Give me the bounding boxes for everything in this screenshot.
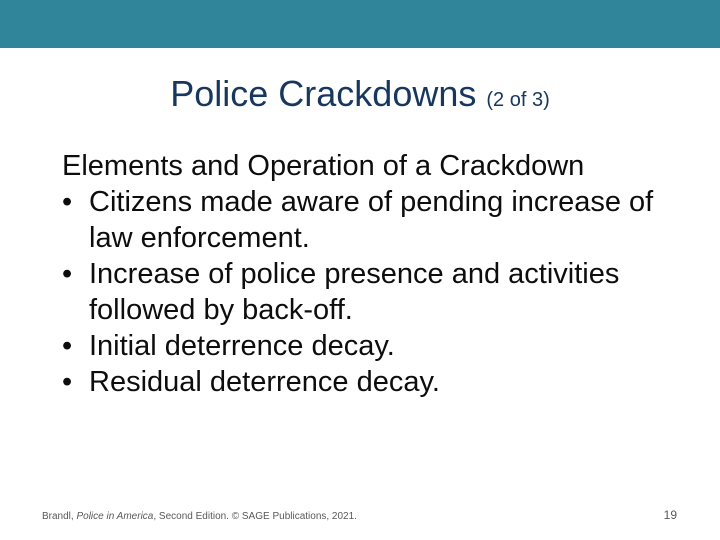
bullet-item (62, 256, 702, 328)
body-lead-line: Elements and Operation of a Crackdown (62, 150, 585, 182)
top-color-band (0, 0, 720, 48)
bullet-list (62, 184, 702, 400)
bullet-text: Citizens made aware of pending increase of law enforcement. (89, 186, 654, 254)
slide-title (0, 72, 720, 122)
citation-author: Brandl, (42, 511, 77, 522)
bullet-dot-icon: • (62, 366, 73, 398)
footer-citation (42, 511, 357, 522)
bullet-item (62, 328, 702, 364)
bullet-text: Initial deterrence decay. (89, 330, 395, 362)
bullet-item (62, 184, 702, 256)
slide-title-part-indicator: (2 of 3) (486, 89, 550, 111)
slide-body (62, 148, 702, 400)
citation-publisher: , Second Edition. © SAGE Publications, 2021. (153, 511, 357, 522)
bullet-text: Increase of police presence and activities followed by back-off. (89, 258, 620, 326)
citation-book-title: Police in America (76, 511, 154, 522)
bullet-item (62, 364, 702, 400)
bullet-dot-icon: • (62, 330, 73, 362)
bullet-dot-icon: • (62, 186, 73, 218)
slide-title-main: Police Crackdowns (170, 73, 477, 114)
bullet-text: Residual deterrence decay. (89, 366, 440, 398)
bullet-dot-icon: • (62, 258, 73, 290)
page-number: 19 (663, 508, 677, 522)
